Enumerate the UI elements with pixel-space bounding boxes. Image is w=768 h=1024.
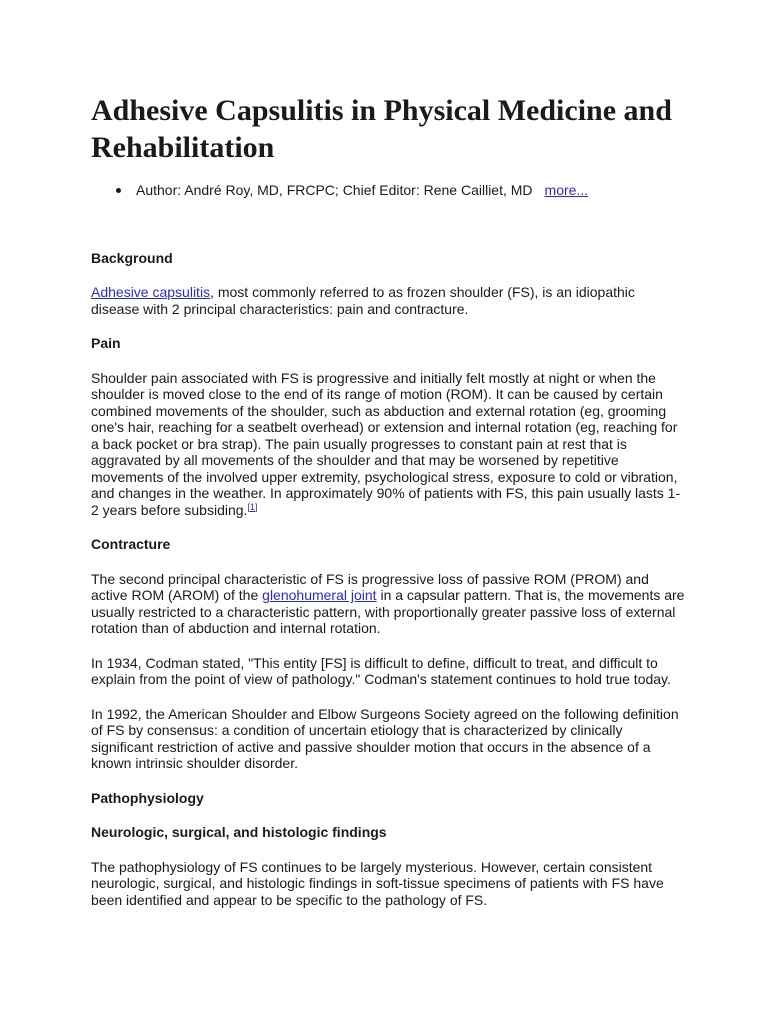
- paragraph-line: a back pocket or bra strap). The pain usually progresses to constant pain at rest that is: [91, 435, 627, 452]
- pathophysiology-paragraph: [91, 859, 768, 909]
- paragraph-line: [91, 284, 768, 301]
- paragraph-line: usually restricted to a characteristic pattern, with proportionally greater passive loss of external: [91, 603, 676, 620]
- reference-1-link[interactable]: [1]: [247, 501, 258, 512]
- consensus-definition-paragraph: [91, 706, 768, 772]
- paragraph-line: explain from the point of view of pathology." Codman's statement continues to hold true today.: [91, 671, 671, 687]
- paragraph-line: The second principal characteristic of FS is progressive loss of passive ROM (PROM) and: [91, 570, 649, 587]
- adhesive-capsulitis-link[interactable]: Adhesive capsulitis: [91, 284, 211, 300]
- codman-quote-paragraph: [91, 655, 768, 688]
- paragraph-line: neurologic, surgical, and histologic findings in soft-tissue specimens of patients with FS have: [91, 875, 664, 891]
- paragraph-line: rotation than of abduction and internal rotation.: [91, 620, 381, 636]
- glenohumeral-joint-link[interactable]: glenohumeral joint: [262, 587, 377, 603]
- background-paragraph: [91, 284, 768, 317]
- line-text: active ROM (AROM) of the: [91, 587, 263, 603]
- article-title-line: Rehabilitation: [91, 131, 275, 164]
- section-heading-background: Background: [91, 249, 173, 266]
- paragraph-line: disease with 2 principal characteristics: pain and contracture.: [91, 300, 469, 317]
- byline-item: [91, 182, 768, 199]
- paragraph-line: of FS by consensus: a condition of uncertain etiology that is characterized by clinically: [91, 722, 623, 738]
- paragraph-line: [91, 502, 768, 519]
- section-heading-pain: Pain: [91, 335, 121, 351]
- paragraph-line: been identified and appear to be specific to the pathology of FS.: [91, 891, 488, 908]
- bullet-icon: [116, 188, 121, 193]
- paragraph-line: significant restriction of active and passive shoulder motion that occurs in the absence of a: [91, 738, 651, 755]
- subsection-heading-findings: Neurologic, surgical, and histologic findings: [91, 824, 387, 840]
- byline-list: [91, 182, 768, 199]
- paragraph-line: The pathophysiology of FS continues to be largely mysterious. However, certain consistent: [91, 858, 653, 875]
- paragraph-line: In 1992, the American Shoulder and Elbow Surgeons Society agreed on the following definition: [91, 705, 679, 722]
- line-text: in a capsular pattern. That is, the movements are: [376, 587, 685, 603]
- line-text: 2 years before subsiding.: [91, 501, 248, 518]
- line-text: , most commonly referred to as frozen shoulder (FS), is an idiopathic: [210, 284, 635, 300]
- paragraph-line: aggravated by all movements of the shoulder and that may be worsened by repetitive: [91, 452, 619, 468]
- paragraph-line: Shoulder pain associated with FS is progressive and initially felt mostly at night or when the: [91, 369, 656, 386]
- paragraph-line: In 1934, Codman stated, "This entity [FS] is difficult to define, difficult to treat, and difficult to: [91, 654, 658, 671]
- pain-paragraph: [91, 370, 768, 519]
- article-title: [91, 92, 768, 166]
- paragraph-line: combined movements of the shoulder, such as abduction and external rotation (eg, grooming: [91, 402, 667, 419]
- paragraph-line: known intrinsic shoulder disorder.: [91, 755, 298, 771]
- article-title-line: Adhesive Capsulitis in Physical Medicine and: [91, 94, 672, 127]
- paragraph-line: one's hair, reaching for a seatbelt overhead) or extension and internal rotation (eg, reaching for: [91, 419, 678, 435]
- paragraph-line: [91, 587, 768, 604]
- byline-text: Author: André Roy, MD, FRCPC; Chief Editor: Rene Cailliet, MD: [136, 182, 533, 198]
- paragraph-line: and changes in the weather. In approximately 90% of patients with FS, this pain usually lasts 1-: [91, 485, 681, 501]
- section-heading-contracture: Contracture: [91, 536, 171, 552]
- section-heading-pathophysiology: Pathophysiology: [91, 789, 204, 806]
- paragraph-line: movements of the involved upper extremity, psychological stress, exposure to cold or vibration,: [91, 468, 678, 485]
- more-authors-link[interactable]: more...: [544, 182, 589, 198]
- paragraph-line: shoulder is moved close to the end of its range of motion (ROM). It can be caused by certain: [91, 386, 663, 402]
- contracture-definition-paragraph: [91, 571, 768, 637]
